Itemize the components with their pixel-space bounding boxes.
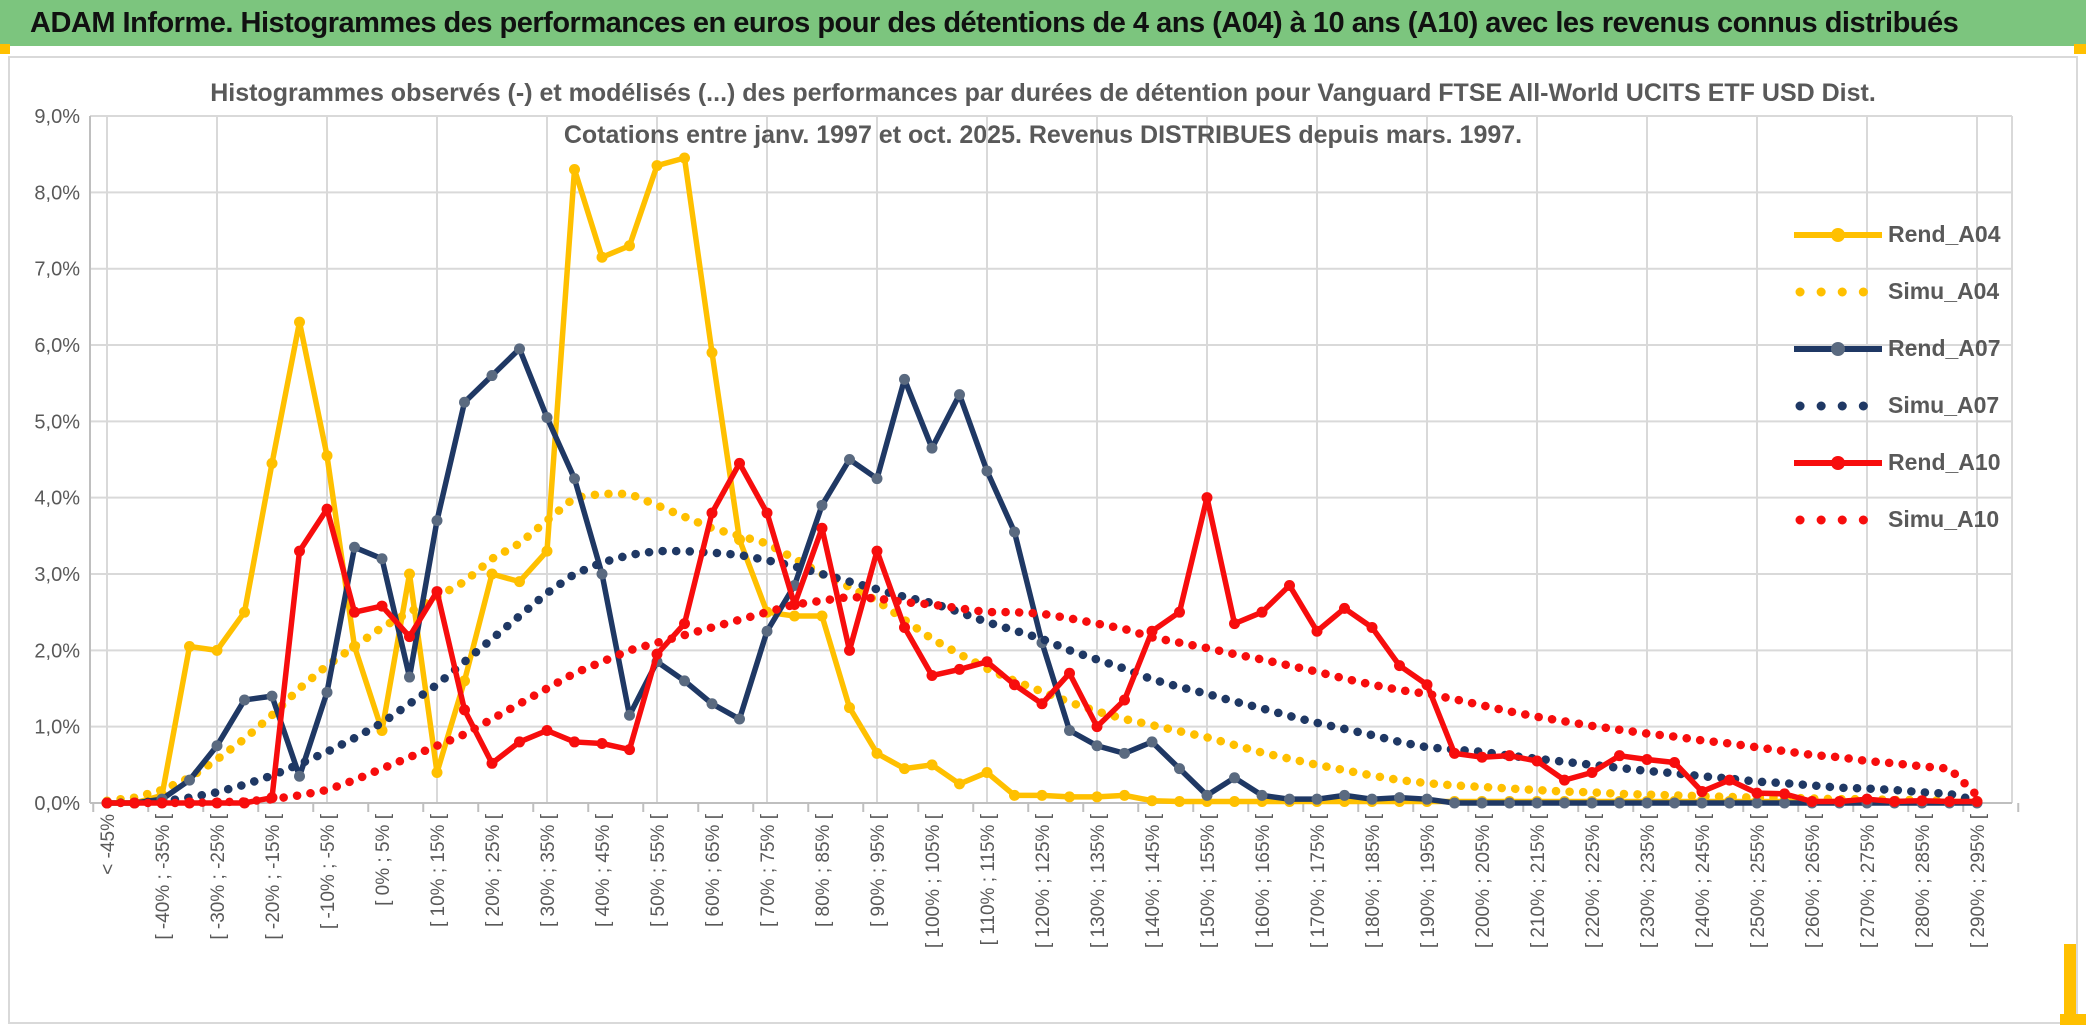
x-tick-label: [ 10% ; 15% [: [428, 814, 449, 928]
legend-item-Simu_A04[interactable]: [1792, 263, 2032, 320]
legend: [1792, 206, 2032, 548]
gold-accent-top-right: [2074, 44, 2086, 54]
legend-label: Rend_A07: [1888, 335, 2001, 361]
y-tick-label: 1,0%: [34, 716, 80, 739]
x-tick-label: [ 140% ; 145% [: [1143, 814, 1164, 949]
legend-item-Rend_A07[interactable]: [1792, 320, 2032, 377]
legend-swatch-dotted-icon: [1792, 282, 1884, 302]
legend-item-Rend_A10[interactable]: [1792, 434, 2032, 491]
x-tick-label: [ 30% ; 35% [: [538, 814, 559, 928]
y-tick-label: 8,0%: [34, 182, 80, 205]
x-tick-label: < -45%: [98, 814, 119, 875]
x-tick-label: [ 250% ; 255% [: [1748, 814, 1769, 949]
legend-swatch-dotted-icon: [1792, 510, 1884, 530]
y-tick-label: 3,0%: [34, 564, 80, 587]
x-tick-label: [ -10% ; -5% [: [318, 814, 339, 930]
x-tick-label: [ 40% ; 45% [: [593, 814, 614, 928]
x-tick-label: [ 200% ; 205% [: [1473, 814, 1494, 949]
x-tick-label: [ 230% ; 235% [: [1638, 814, 1659, 949]
y-tick-label: 4,0%: [34, 487, 80, 510]
x-tick-label: [ 160% ; 165% [: [1253, 814, 1274, 949]
x-tick-label: [ 60% ; 65% [: [703, 814, 724, 928]
legend-swatch-solid-icon: [1792, 453, 1884, 473]
x-tick-label: [ 90% ; 95% [: [868, 814, 889, 928]
x-tick-label: [ 110% ; 115% [: [978, 814, 999, 946]
x-tick-label: [ -40% ; -35% [: [153, 814, 174, 940]
chart-title-line1: Histogrammes observés (-) et modélisés (...) des performances par durées de détention pour Vanguard FTSE All-World UCITS ETF USD Dist.: [210, 79, 1876, 107]
x-tick-label: [ 240% ; 245% [: [1693, 814, 1714, 949]
x-tick-label: [ 220% ; 225% [: [1583, 814, 1604, 949]
x-tick-label: [ 20% ; 25% [: [483, 814, 504, 928]
legend-item-Simu_A10[interactable]: [1792, 491, 2032, 548]
gold-accent-bottom-strip: [2060, 1014, 2086, 1025]
x-tick-label: [ 100% ; 105% [: [923, 814, 944, 949]
y-tick-label: 0,0%: [34, 793, 80, 815]
x-tick-label: [ 190% ; 195% [: [1418, 814, 1439, 949]
series-Rend_A07: [107, 349, 1977, 803]
x-tick-label: [ 180% ; 185% [: [1363, 814, 1384, 949]
x-tick-label: [ -30% ; -25% [: [208, 814, 229, 940]
legend-label: Simu_A10: [1888, 506, 2000, 532]
x-tick-label: [ 210% ; 215% [: [1528, 814, 1549, 949]
x-tick-label: [ 50% ; 55% [: [648, 814, 669, 928]
x-tick-label: [ 70% ; 75% [: [758, 814, 779, 928]
legend-label: Rend_A04: [1888, 221, 2001, 247]
x-tick-label: [ 260% ; 265% [: [1803, 814, 1824, 949]
header-bar: [0, 0, 2086, 46]
y-tick-label: 2,0%: [34, 640, 80, 663]
y-tick-label: 6,0%: [34, 335, 80, 358]
y-tick-label: 9,0%: [34, 106, 80, 129]
chart-panel: [8, 56, 2078, 1024]
x-tick-label: [ 170% ; 175% [: [1308, 814, 1329, 949]
legend-label: Simu_A04: [1888, 278, 2000, 304]
gold-accent-top-left: [0, 44, 10, 54]
x-tick-label: [ 270% ; 275% [: [1858, 814, 1879, 949]
header-title: ADAM Informe. Histogrammes des performances en euros pour des détentions de 4 ans (A04) à 10 ans (A10) avec les revenus connus distribués: [30, 6, 1959, 39]
legend-label: Rend_A10: [1888, 449, 2001, 475]
chart-title-line2: Cotations entre janv. 1997 et oct. 2025. Revenus DISTRIBUES depuis mars. 1997.: [563, 121, 1523, 149]
x-tick-label: [ 120% ; 125% [: [1033, 814, 1054, 949]
plot-svg: [10, 58, 2076, 1022]
chart-title: [10, 72, 2076, 156]
legend-label: Simu_A07: [1888, 392, 2000, 418]
legend-swatch-solid-icon: [1792, 225, 1884, 245]
y-tick-label: 5,0%: [34, 411, 80, 434]
y-tick-label: 7,0%: [34, 258, 80, 281]
x-tick-label: [ 0% ; 5% [: [373, 814, 394, 906]
x-tick-label: [ 280% ; 285% [: [1913, 814, 1934, 949]
legend-item-Rend_A04[interactable]: [1792, 206, 2032, 263]
x-tick-label: [ 150% ; 155% [: [1198, 814, 1219, 949]
x-tick-label: [ 80% ; 85% [: [813, 814, 834, 928]
legend-swatch-solid-icon: [1792, 339, 1884, 359]
x-tick-label: [ 290% ; 295% [: [1968, 814, 1989, 949]
legend-swatch-dotted-icon: [1792, 396, 1884, 416]
gold-accent-right-strip: [2064, 944, 2076, 1016]
x-tick-label: [ -20% ; -15% [: [263, 814, 284, 940]
legend-item-Simu_A07[interactable]: [1792, 377, 2032, 434]
x-tick-label: [ 130% ; 135% [: [1088, 814, 1109, 949]
